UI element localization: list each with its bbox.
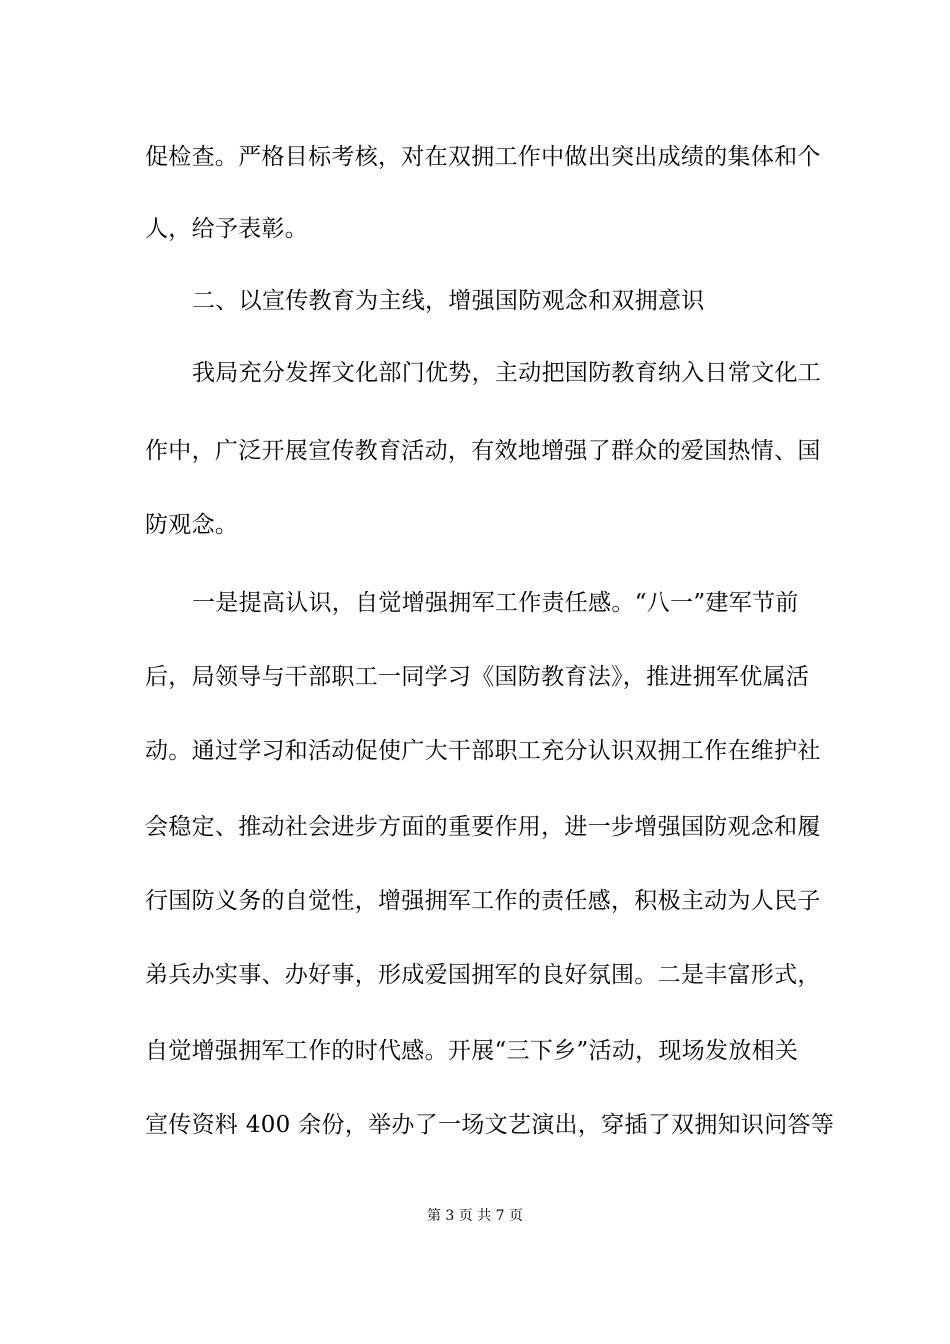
text-line: 自觉增强拥军工作的时代感。开展“三下乡”活动，现场发放相关 [145, 1038, 799, 1064]
section-heading: 二、以宣传教育为主线，增强国防观念和双拥意识 [192, 288, 705, 314]
text-line: 行国防义务的自觉性，增强拥军工作的责任感，积极主动为人民子 [145, 888, 821, 914]
text-line: 一是提高认识，自觉增强拥军工作责任感。“八一”建军节前 [192, 590, 799, 616]
page-number-footer: 第 3 页 共 7 页 [426, 1208, 524, 1224]
text-line: 促检查。严格目标考核，对在双拥工作中做出突出成绩的集体和个 [145, 144, 821, 170]
text-line: 动。通过学习和活动促使广大干部职工充分认识双拥工作在维护社 [145, 738, 821, 764]
text-line: 后，局领导与干部职工一同学习《国防教育法》，推进拥军优属活 [145, 664, 810, 690]
text-line: 人，给予表彰。 [145, 216, 309, 242]
text-line: 我局充分发挥文化部门优势，主动把国防教育纳入日常文化工 [192, 360, 822, 386]
text-line: 弟兵办实事、办好事，形成爱国拥军的良好氛围。二是丰富形式， [145, 962, 821, 988]
text-line: 宣传资料 400 余份，举办了一场文艺演出，穿插了双拥知识问答等 [145, 1112, 835, 1138]
text-line: 会稳定、推动社会进步方面的重要作用，进一步增强国防观念和履 [145, 814, 821, 840]
text-line: 作中，广泛开展宣传教育活动，有效地增强了群众的爱国热情、国 [145, 438, 821, 464]
text-line: 防观念。 [145, 512, 239, 538]
